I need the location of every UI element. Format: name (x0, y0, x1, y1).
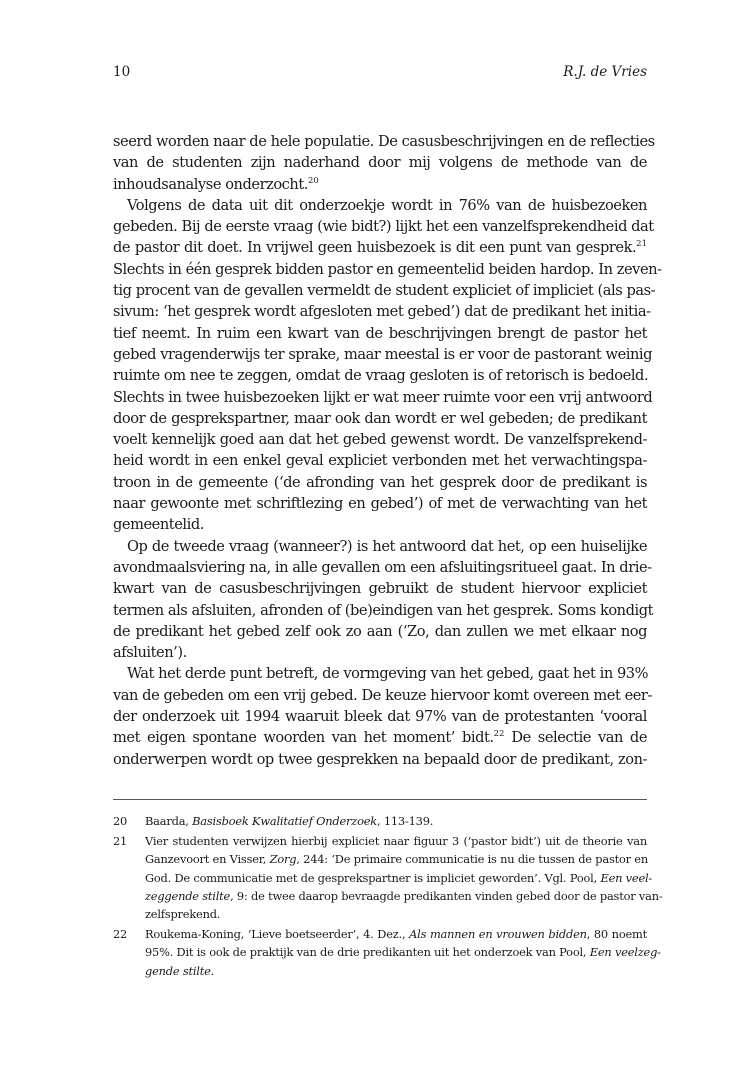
body-line: Slechts in één gesprek bidden pastor en gemeentelid beiden hardop. In zeven- (113, 260, 662, 278)
body-line: termen als afsluiten, afronden of (be)eindigen van het gesprek. Soms kondigt (113, 601, 654, 619)
body-line: de predikant het gebed zelf ook zo aan (‘Zo, dan zullen we met elkaar nog (113, 622, 647, 640)
page-header (113, 64, 647, 84)
footnote-line: gende stilte. (145, 963, 215, 978)
body-line: met eigen spontane woorden van het moment’ bidt.$^{22}$ De selectie van de (113, 729, 648, 747)
body-line: van de gebeden om een vrij gebed. De keuze hiervoor komt overeen met eer- (113, 686, 652, 704)
body-line: door de gesprekspartner, maar ook dan wordt er wel gebeden; de predikant (113, 409, 647, 427)
body-text (113, 131, 662, 770)
body-line: seerd worden naar de hele populatie. De casusbeschrijvingen en de reflecties (113, 133, 655, 150)
footnote-ref[interactable]: 21 (636, 239, 647, 250)
footnote-number: 22 (113, 927, 128, 942)
body-line: troon in de gemeente (‘de afronding van het gesprek door de predikant is (113, 473, 647, 491)
body-line: van de studenten zijn naderhand door mij volgens de methode van de (113, 154, 647, 172)
running-head: R.J. de Vries (563, 64, 647, 80)
footnotes (113, 812, 663, 982)
footnote-line: zeggende stilte, 9: de twee daarop bevraagde predikanten vinden gebed door de pastor van- (145, 888, 663, 903)
body-line: inhoudsanalyse onderzocht.$^{20}$ (113, 175, 319, 193)
footnote-line: zelfsprekend. (145, 906, 221, 921)
body-line: naar gewoonte met schriftlezing en gebed’) of met de verwachting van het (113, 495, 647, 513)
body-line: avondmaalsviering na, in alle gevallen om een afsluitingsritueel gaat. In drie- (113, 558, 652, 576)
footnote-line: Vier studenten verwijzen hierbij expliciet naar figuur 3 (‘pastor bidt’) uit de theorie van (145, 834, 647, 849)
body-line: gebed vragenderwijs ter sprake, maar meestal is er voor de pastorant weinig (113, 345, 653, 363)
footnote-line: Baarda, Basisboek Kwalitatief Onderzoek, 113-139. (145, 814, 434, 828)
body-line: Slechts in twee huisbezoeken lijkt er wat meer ruimte voor een vrij antwoord (113, 388, 653, 406)
body-line: Op de tweede vraag (wanneer?) is het antwoord dat het, op een huiselijke (127, 537, 647, 555)
body-line: afsluiten’). (113, 644, 187, 662)
body-line: der onderzoek uit 1994 waaruit bleek dat 97% van de protestanten ‘vooral (113, 708, 647, 726)
footnote-20 (113, 812, 647, 830)
footnote-number: 20 (113, 814, 128, 828)
body-line: tief neemt. In ruim een kwart van de beschrijvingen brengt de pastor het (113, 324, 647, 342)
body-line: sivum: ‘het gesprek wordt afgesloten met gebed’) dat de predikant het initia- (113, 303, 651, 321)
body-line: voelt kennelijk goed aan dat het gebed gewenst wordt. De vanzelfsprekend- (113, 431, 647, 449)
footnote-line: 95%. Dit is ook de praktijk van de drie predikanten uit het onderzoek van Pool, Een veelzeg- (145, 945, 661, 960)
footnote-number: 21 (113, 834, 128, 849)
page-number: 10 (113, 64, 131, 80)
body-line: gemeentelid. (113, 516, 204, 534)
footnote-line: Roukema-Koning, ‘Lieve boetseerder’, 4. Dez., Als mannen en vrouwen bidden, 80 noemt (145, 927, 647, 942)
body-line: gebeden. Bij de eerste vraag (wie bidt?) lijkt het een vanzelfsprekendheid dat (113, 218, 654, 236)
footnote-separator (113, 799, 647, 800)
body-line: tig procent van de gevallen vermeldt de student expliciet of impliciet (als pas- (113, 282, 656, 300)
body-line: de pastor dit doet. In vrijwel geen huisbezoek is dit een punt van gesprek.$^{21}$ (113, 239, 647, 257)
footnote-line: God. De communicatie met de gesprekspartner is impliciet geworden’. Vgl. Pool, Een veel- (145, 870, 653, 885)
body-line: Wat het derde punt betreft, de vormgeving van het gebed, gaat het in 93% (127, 665, 649, 683)
footnote-ref[interactable]: 20 (307, 175, 319, 186)
footnote-22 (113, 925, 661, 980)
body-line: Volgens de data uit dit onderzoekje wordt in 76% van de huisbezoeken (127, 196, 647, 214)
footnote-21 (113, 832, 663, 923)
footnote-ref[interactable]: 22 (493, 729, 505, 740)
body-line: kwart van de casusbeschrijvingen gebruikt de student hiervoor expliciet (113, 580, 647, 598)
footnote-line: Ganzevoort en Visser, Zorg, 244: ‘De primaire communicatie is nu die tussen de pastor en (145, 852, 648, 867)
body-line: heid wordt in een enkel geval expliciet verbonden met het verwachtingspa- (113, 452, 647, 470)
body-line: onderwerpen wordt op twee gesprekken na bepaald door de predikant, zon- (113, 750, 647, 768)
body-line: ruimte om nee te zeggen, omdat de vraag gesloten is of retorisch is bedoeld. (113, 367, 649, 385)
